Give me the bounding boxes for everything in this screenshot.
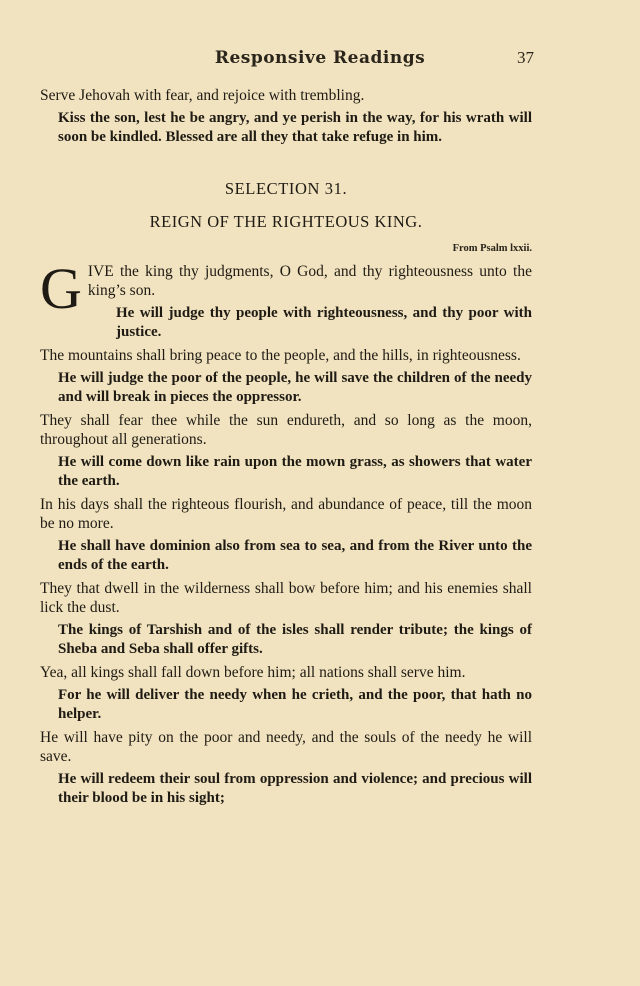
page-content <box>40 86 532 812</box>
selection-heading: SELECTION 31. <box>224 179 348 198</box>
selection-title: REIGN OF THE RIGHTEOUS KING. <box>149 212 423 231</box>
response-verse: Kiss the son, lest he be angry, and ye perish in the way, for his wrath will soon be kindled. Blessed are all they that take refuge in him. <box>58 110 532 145</box>
reader-verse: They that dwell in the wilderness shall bow before him; and his enemies shall lick the dust. <box>40 580 532 616</box>
response-verse: He will judge the poor of the people, he will save the children of the needy and will break in pieces the oppressor. <box>58 370 532 405</box>
first-response: He will judge thy people with righteousness, and thy poor with justice. <box>116 305 532 340</box>
reader-verse: Serve Jehovah with fear, and rejoice with trembling. <box>40 87 365 104</box>
intro-verses <box>40 86 532 147</box>
selection-source: From Psalm lxxii. <box>452 243 532 254</box>
running-head <box>0 48 640 72</box>
reader-verse: In his days shall the righteous flourish, and abundance of peace, till the moon be no more. <box>40 496 532 532</box>
first-verse <box>40 256 532 321</box>
reader-verse: He will have pity on the poor and needy, and the souls of the needy he will save. <box>40 729 532 765</box>
verse-list <box>40 346 532 808</box>
page-number: 37 <box>517 48 534 67</box>
response-verse: He will redeem their soul from oppression and violence; and precious will their blood be in his sight; <box>58 771 532 806</box>
first-verse-text: IVE the king thy judgments, O God, and thy righteousness unto the king’s son. <box>87 263 532 299</box>
response-verse: For he will deliver the needy when he crieth, and the poor, that hath no helper. <box>58 687 532 722</box>
response-verse: He shall have dominion also from sea to sea, and from the River unto the ends of the earth. <box>58 538 532 573</box>
running-title: Responsive Readings <box>214 48 426 68</box>
response-verse: The kings of Tarshish and of the isles shall render tribute; the kings of Sheba and Seba shall offer gifts. <box>58 622 532 657</box>
drop-cap: G <box>40 256 82 321</box>
reader-verse: They shall fear thee while the sun endureth, and so long as the moon, throughout all generations. <box>40 412 532 448</box>
reader-verse: The mountains shall bring peace to the people, and the hills, in righteousness. <box>40 347 521 364</box>
reader-verse: Yea, all kings shall fall down before him; all nations shall serve him. <box>40 664 466 681</box>
response-verse: He will come down like rain upon the mown grass, as showers that water the earth. <box>58 454 532 489</box>
